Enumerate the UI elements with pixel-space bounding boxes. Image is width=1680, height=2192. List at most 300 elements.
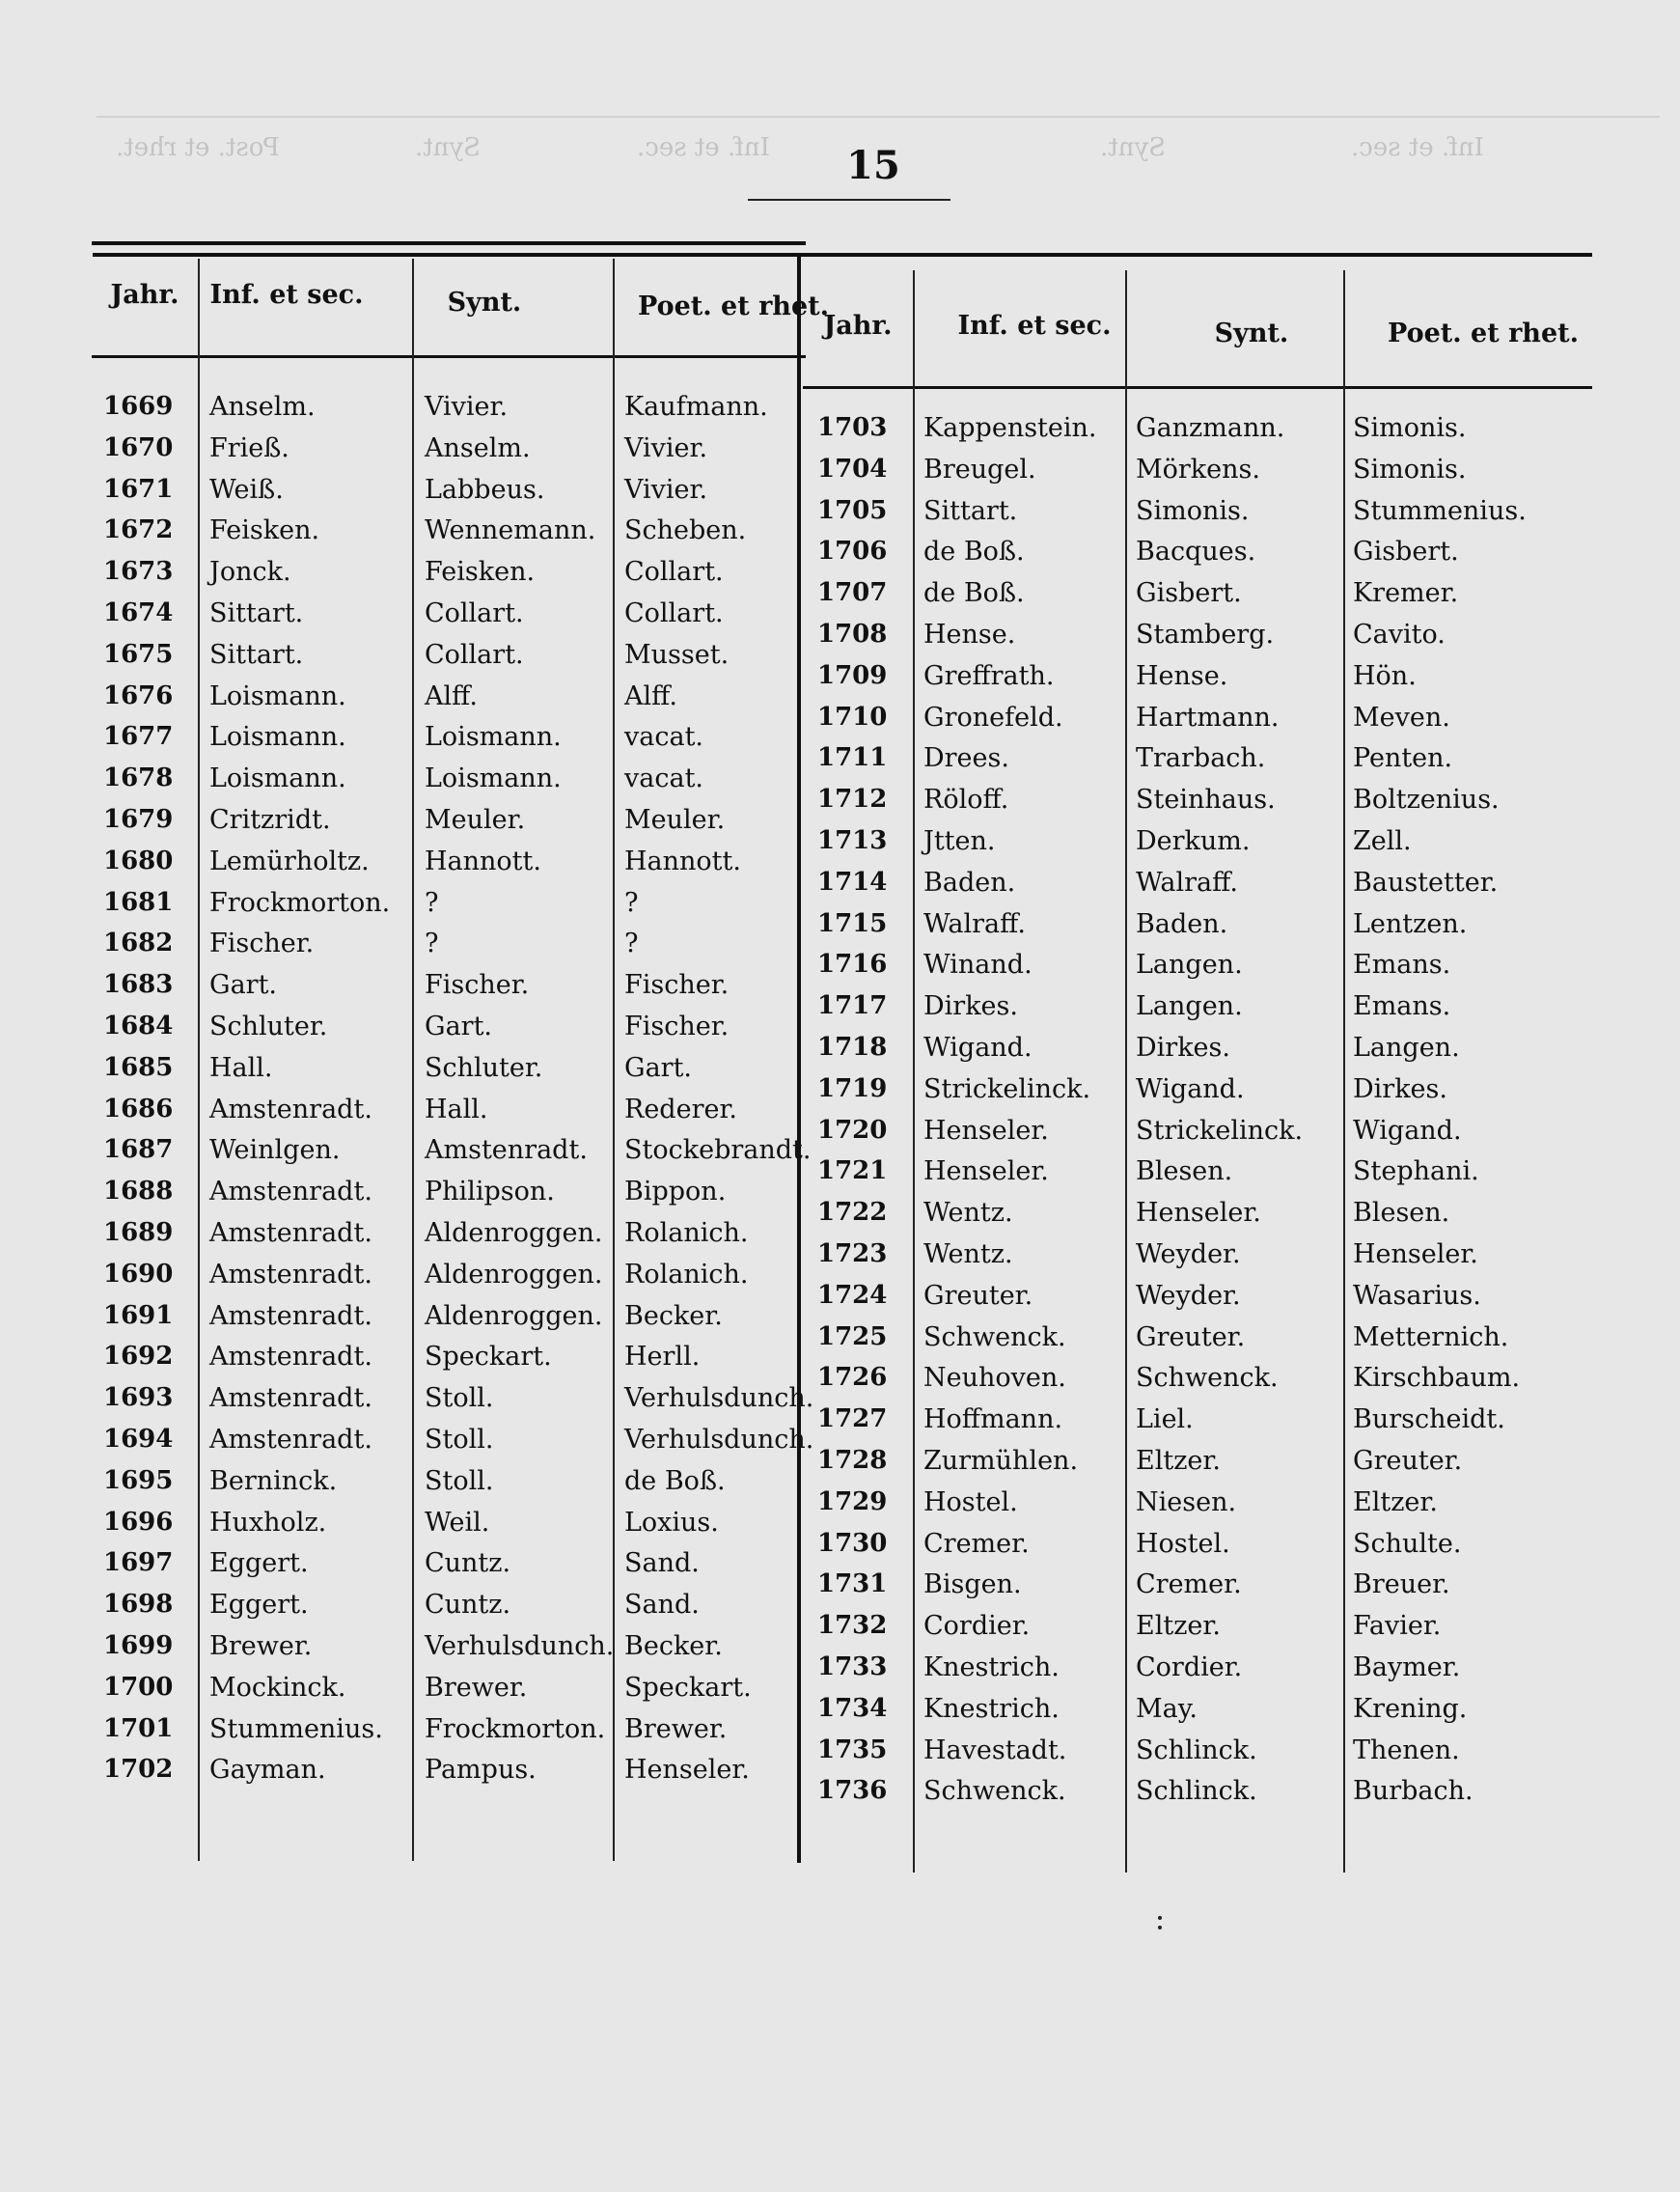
synt-cell: Trarbach. — [1136, 743, 1266, 774]
table-row — [803, 903, 1592, 945]
synt-cell: Vivier. — [425, 392, 509, 422]
poet-rhet-cell: Rederer. — [624, 1094, 737, 1124]
year-cell: 1688 — [103, 1177, 174, 1207]
inf-sec-cell: Loismann. — [209, 722, 346, 753]
year-cell: 1730 — [817, 1528, 888, 1558]
table-row — [803, 1564, 1592, 1605]
synt-cell: Anselm. — [425, 432, 531, 463]
synt-cell: Labbeus. — [425, 474, 545, 505]
table-row — [92, 964, 806, 1006]
poet-rhet-cell: Zell. — [1353, 826, 1412, 856]
table-row — [803, 862, 1592, 903]
synt-cell: Niesen. — [1136, 1486, 1237, 1517]
table-row — [92, 1336, 806, 1377]
synt-cell: Fischer. — [425, 970, 530, 1001]
inf-sec-cell: Sittart. — [923, 495, 1018, 526]
year-cell: 1676 — [103, 680, 174, 710]
poet-rhet-cell: Collart. — [624, 598, 724, 628]
poet-rhet-cell: Boltzenius. — [1353, 785, 1500, 816]
inf-sec-cell: Cordier. — [923, 1611, 1031, 1642]
year-cell: 1703 — [817, 413, 888, 442]
poet-rhet-cell: Dirkes. — [1353, 1073, 1447, 1104]
poet-rhet-cell: Musset. — [624, 639, 730, 670]
year-cell: 1717 — [817, 991, 888, 1021]
synt-cell: Mörkens. — [1136, 454, 1260, 485]
synt-cell: Langen. — [1136, 950, 1243, 981]
table-row — [803, 1110, 1592, 1151]
table-row — [92, 1542, 806, 1584]
table-row — [92, 1295, 806, 1337]
inf-sec-cell: Amstenradt. — [209, 1383, 372, 1414]
inf-sec-cell: Hall. — [209, 1052, 273, 1083]
year-cell: 1709 — [817, 660, 888, 690]
poet-rhet-cell: Gisbert. — [1353, 537, 1459, 568]
inf-sec-cell: Greuter. — [923, 1280, 1033, 1311]
year-cell: 1692 — [103, 1342, 174, 1372]
inf-sec-cell: de Boß. — [923, 537, 1025, 568]
synt-cell: Aldenroggen. — [425, 1300, 603, 1331]
synt-cell: Bacques. — [1136, 537, 1256, 568]
poet-rhet-cell: Henseler. — [1353, 1239, 1478, 1269]
poet-rhet-cell: Loxius. — [624, 1507, 719, 1538]
year-cell: 1719 — [817, 1073, 888, 1103]
synt-cell: Wigand. — [1136, 1073, 1245, 1104]
table-row — [92, 1749, 806, 1790]
year-cell: 1714 — [817, 867, 888, 897]
table-row — [92, 510, 806, 551]
synt-cell: Strickelinck. — [1136, 1115, 1304, 1146]
synt-cell: Eltzer. — [1136, 1611, 1221, 1642]
synt-cell: Langen. — [1136, 991, 1243, 1022]
table-row — [803, 449, 1592, 490]
poet-rhet-cell: Burbach. — [1353, 1776, 1473, 1807]
synt-cell: Frockmorton. — [425, 1713, 606, 1744]
left-header-synt: Synt. — [447, 288, 522, 318]
synt-cell: Loismann. — [425, 763, 562, 794]
table-row — [803, 1605, 1592, 1647]
poet-rhet-cell: Blesen. — [1353, 1198, 1450, 1229]
year-cell: 1733 — [817, 1652, 888, 1681]
table-row — [803, 490, 1592, 532]
year-cell: 1680 — [103, 846, 174, 875]
inf-sec-cell: de Boß. — [923, 578, 1025, 609]
synt-cell: Feisken. — [425, 557, 536, 588]
poet-rhet-cell: Verhulsdunch. — [624, 1425, 814, 1455]
table-row — [803, 697, 1592, 738]
year-cell: 1693 — [103, 1383, 174, 1413]
inf-sec-cell: Eggert. — [209, 1548, 309, 1579]
year-cell: 1723 — [817, 1239, 888, 1268]
year-cell: 1734 — [817, 1693, 888, 1723]
table-row — [803, 1317, 1592, 1358]
poet-rhet-cell: Stummenius. — [1353, 495, 1527, 526]
poet-rhet-cell: Eltzer. — [1353, 1486, 1438, 1517]
inf-sec-cell: Knestrich. — [923, 1652, 1060, 1682]
inf-sec-cell: Amstenradt. — [209, 1177, 372, 1207]
year-cell: 1721 — [817, 1156, 888, 1186]
table-row — [803, 1151, 1592, 1192]
poet-rhet-cell: Lentzen. — [1353, 908, 1468, 939]
poet-rhet-cell: Hannott. — [624, 846, 741, 876]
inf-sec-cell: Drees. — [923, 743, 1009, 774]
inf-sec-cell: Greffrath. — [923, 660, 1055, 691]
year-cell: 1698 — [103, 1590, 174, 1620]
synt-cell: Wennemann. — [425, 515, 596, 546]
inf-sec-cell: Knestrich. — [923, 1693, 1060, 1724]
poet-rhet-cell: Vivier. — [624, 474, 708, 505]
table-row — [92, 1460, 806, 1502]
synt-cell: Henseler. — [1136, 1198, 1261, 1229]
synt-cell: Brewer. — [425, 1672, 528, 1703]
table-row — [803, 1688, 1592, 1730]
synt-cell: Simonis. — [1136, 495, 1250, 526]
poet-rhet-cell: Scheben. — [624, 515, 747, 546]
year-cell: 1731 — [817, 1569, 888, 1599]
poet-rhet-cell: Simonis. — [1353, 454, 1467, 485]
inf-sec-cell: Walraff. — [923, 908, 1026, 939]
synt-cell: Blesen. — [1136, 1156, 1233, 1187]
table-row — [92, 882, 806, 924]
table-row — [92, 1006, 806, 1047]
year-cell: 1694 — [103, 1425, 174, 1454]
synt-cell: Gisbert. — [1136, 578, 1242, 609]
table-row — [803, 1357, 1592, 1399]
table-row — [803, 1647, 1592, 1688]
inf-sec-cell: Loismann. — [209, 763, 346, 794]
table-row — [803, 1027, 1592, 1068]
year-cell: 1684 — [103, 1012, 174, 1041]
synt-cell: Philipson. — [425, 1177, 555, 1207]
synt-cell: Speckart. — [425, 1342, 552, 1373]
table-row — [92, 841, 806, 882]
page-number: 15 — [846, 143, 900, 188]
inf-sec-cell: Lemürholtz. — [209, 846, 370, 876]
poet-rhet-cell: Thenen. — [1353, 1734, 1460, 1765]
table-row — [92, 428, 806, 469]
synt-cell: Weyder. — [1136, 1280, 1241, 1311]
table-row — [803, 1440, 1592, 1482]
inf-sec-cell: Critzridt. — [209, 805, 331, 835]
poet-rhet-cell: Baymer. — [1353, 1652, 1461, 1682]
table-row — [92, 1584, 806, 1625]
year-cell: 1696 — [103, 1507, 174, 1537]
synt-cell: Collart. — [425, 598, 524, 628]
poet-rhet-cell: vacat. — [624, 722, 704, 753]
inf-sec-cell: Zurmühlen. — [923, 1446, 1079, 1476]
inf-sec-cell: Berninck. — [209, 1465, 338, 1496]
year-cell: 1699 — [103, 1631, 174, 1660]
inf-sec-cell: Hense. — [923, 620, 1016, 650]
synt-cell: ? — [425, 887, 439, 918]
synt-cell: Pampus. — [425, 1755, 537, 1786]
inf-sec-cell: Gronefeld. — [923, 702, 1063, 733]
left-header-poet: Poet. et rhet. — [638, 291, 829, 321]
table-row — [92, 758, 806, 799]
inf-sec-cell: Loismann. — [209, 680, 346, 711]
inf-sec-cell: Amstenradt. — [209, 1259, 372, 1290]
inf-sec-cell: Gart. — [209, 970, 278, 1001]
inf-sec-cell: Sittart. — [209, 598, 304, 628]
table-row — [803, 655, 1592, 697]
table-row — [803, 737, 1592, 779]
poet-rhet-cell: Stephani. — [1353, 1156, 1479, 1187]
table-row — [803, 1482, 1592, 1523]
year-cell: 1707 — [817, 578, 888, 608]
year-cell: 1729 — [817, 1486, 888, 1516]
inf-sec-cell: Schwenck. — [923, 1776, 1066, 1807]
year-cell: 1726 — [817, 1363, 888, 1393]
inf-sec-cell: Huxholz. — [209, 1507, 327, 1538]
left-header-inf: Inf. et sec. — [209, 280, 364, 310]
inf-sec-cell: Hostel. — [923, 1486, 1018, 1517]
table-row — [92, 1708, 806, 1750]
left-header-year: Jahr. — [110, 280, 179, 310]
poet-rhet-cell: Metternich. — [1353, 1321, 1509, 1352]
table-row — [92, 469, 806, 511]
poet-rhet-cell: Favier. — [1353, 1611, 1442, 1642]
center-column-rule — [797, 253, 801, 1863]
inf-sec-cell: Hoffmann. — [923, 1404, 1063, 1435]
inf-sec-cell: Frockmorton. — [209, 887, 391, 918]
year-cell: 1685 — [103, 1052, 174, 1082]
table-row — [803, 614, 1592, 655]
inf-sec-cell: Sittart. — [209, 639, 304, 670]
synt-cell: Hostel. — [1136, 1528, 1230, 1559]
inf-sec-cell: Amstenradt. — [209, 1094, 372, 1124]
inf-sec-cell: Feisken. — [209, 515, 320, 546]
inf-sec-cell: Amstenradt. — [209, 1342, 372, 1373]
table-row — [92, 1625, 806, 1667]
poet-rhet-cell: Fischer. — [624, 970, 730, 1001]
poet-rhet-cell: Emans. — [1353, 950, 1451, 981]
poet-rhet-cell: Becker. — [624, 1631, 723, 1661]
poet-rhet-cell: Hön. — [1353, 660, 1417, 691]
poet-rhet-cell: Stockebrandt. — [624, 1135, 812, 1166]
table-row — [803, 1234, 1592, 1275]
poet-rhet-cell: Verhulsdunch. — [624, 1383, 814, 1414]
synt-cell: Stoll. — [425, 1383, 494, 1414]
poet-rhet-cell: Wigand. — [1353, 1115, 1462, 1146]
table-row — [803, 407, 1592, 449]
year-cell: 1735 — [817, 1734, 888, 1764]
table-row — [92, 716, 806, 758]
poet-rhet-cell: Speckart. — [624, 1672, 752, 1703]
synt-cell: May. — [1136, 1693, 1198, 1724]
year-cell: 1681 — [103, 887, 174, 917]
inf-sec-cell: Eggert. — [209, 1590, 309, 1621]
inf-sec-cell: Strickelinck. — [923, 1073, 1091, 1104]
poet-rhet-cell: Greuter. — [1353, 1446, 1463, 1476]
inf-sec-cell: Röloff. — [923, 785, 1009, 816]
table-row — [92, 1129, 812, 1171]
poet-rhet-cell: Langen. — [1353, 1033, 1460, 1063]
right-table-header-rule — [803, 386, 1592, 389]
table-row — [92, 1047, 806, 1089]
year-cell: 1725 — [817, 1321, 888, 1351]
inf-sec-cell: Dirkes. — [923, 991, 1018, 1022]
table-row — [92, 923, 806, 964]
year-cell: 1708 — [817, 620, 888, 649]
left-table-top-rule — [92, 241, 806, 245]
bleed-through: Post. et rhet. Synt. Inf. et sec. Synt. Inf. et sec. — [96, 116, 1660, 176]
right-header-inf: Inf. et sec. — [957, 311, 1112, 341]
inf-sec-cell: Baden. — [923, 867, 1016, 898]
year-cell: 1686 — [103, 1094, 174, 1124]
table-row — [803, 779, 1592, 820]
inf-sec-cell: Brewer. — [209, 1631, 313, 1661]
table-row — [92, 1212, 806, 1254]
year-cell: 1677 — [103, 722, 174, 752]
synt-cell: Schlinck. — [1136, 1776, 1257, 1807]
page-number-rule — [748, 199, 950, 201]
table-row — [92, 1667, 806, 1708]
left-table — [92, 241, 829, 1863]
synt-cell: Meuler. — [425, 805, 526, 835]
inf-sec-cell: Amstenradt. — [209, 1300, 372, 1331]
poet-rhet-cell: Wasarius. — [1353, 1280, 1481, 1311]
table-row — [803, 531, 1592, 572]
poet-rhet-cell: Simonis. — [1353, 413, 1467, 443]
year-cell: 1705 — [817, 495, 888, 525]
inf-sec-cell: Stummenius. — [209, 1713, 383, 1744]
inf-sec-cell: Jonck. — [209, 557, 291, 588]
year-cell: 1732 — [817, 1611, 888, 1641]
inf-sec-cell: Breugel. — [923, 454, 1036, 485]
inf-sec-cell: Wentz. — [923, 1198, 1013, 1229]
year-cell: 1711 — [817, 743, 888, 773]
inf-sec-cell: Amstenradt. — [209, 1218, 372, 1248]
inf-sec-cell: Havestadt. — [923, 1734, 1067, 1765]
table-row — [803, 1068, 1592, 1110]
poet-rhet-cell: Baustetter. — [1353, 867, 1499, 898]
inf-sec-cell: Weiß. — [209, 474, 284, 505]
poet-rhet-cell: Penten. — [1353, 743, 1453, 774]
year-cell: 1710 — [817, 702, 888, 732]
synt-cell: Dirkes. — [1136, 1033, 1230, 1063]
poet-rhet-cell: Gart. — [624, 1052, 693, 1083]
poet-rhet-cell: Kremer. — [1353, 578, 1459, 609]
inf-sec-cell: Cremer. — [923, 1528, 1030, 1559]
synt-cell: Amstenradt. — [425, 1135, 588, 1166]
poet-rhet-cell: Schulte. — [1353, 1528, 1462, 1559]
inf-sec-cell: Winand. — [923, 950, 1033, 981]
poet-rhet-cell: Meven. — [1353, 702, 1450, 733]
synt-cell: Schwenck. — [1136, 1363, 1279, 1394]
table-row — [92, 1254, 806, 1295]
synt-cell: Ganzmann. — [1136, 413, 1285, 443]
year-cell: 1679 — [103, 805, 174, 834]
poet-rhet-cell: Alff. — [624, 680, 677, 711]
synt-cell: Hense. — [1136, 660, 1228, 691]
table-row — [92, 551, 806, 593]
year-cell: 1712 — [817, 785, 888, 815]
poet-rhet-cell: Breuer. — [1353, 1569, 1450, 1600]
poet-rhet-cell: Collart. — [624, 557, 724, 588]
table-row — [803, 1192, 1592, 1234]
inf-sec-cell: Amstenradt. — [209, 1425, 372, 1455]
inf-sec-cell: Frieß. — [209, 432, 289, 463]
inf-sec-cell: Kappenstein. — [923, 413, 1097, 443]
poet-rhet-cell: ? — [624, 929, 639, 959]
year-cell: 1671 — [103, 474, 174, 504]
poet-rhet-cell: de Boß. — [624, 1465, 726, 1496]
inf-sec-cell: Bisgen. — [923, 1569, 1022, 1600]
synt-cell: Greuter. — [1136, 1321, 1246, 1352]
year-cell: 1689 — [103, 1218, 174, 1247]
poet-rhet-cell: Brewer. — [624, 1713, 728, 1744]
year-cell: 1678 — [103, 763, 174, 793]
year-cell: 1690 — [103, 1259, 174, 1289]
poet-rhet-cell: Emans. — [1353, 991, 1451, 1022]
year-cell: 1702 — [103, 1755, 174, 1785]
year-cell: 1722 — [817, 1198, 888, 1228]
year-cell: 1674 — [103, 598, 174, 627]
synt-cell: Hannott. — [425, 846, 541, 876]
table-row — [803, 820, 1592, 862]
table-row — [803, 985, 1592, 1027]
year-cell: 1675 — [103, 639, 174, 669]
inf-sec-cell: Wentz. — [923, 1239, 1013, 1269]
synt-cell: Schluter. — [425, 1052, 543, 1083]
table-row — [92, 386, 806, 428]
table-row — [803, 944, 1592, 985]
table-row — [803, 1730, 1592, 1771]
synt-cell: Cremer. — [1136, 1569, 1242, 1600]
synt-cell: Verhulsdunch. — [425, 1631, 615, 1661]
table-row — [92, 1502, 806, 1543]
ink-speck — [1158, 1926, 1162, 1929]
year-cell: 1683 — [103, 970, 174, 1000]
synt-cell: Derkum. — [1136, 826, 1251, 856]
inf-sec-cell: Henseler. — [923, 1115, 1049, 1146]
inf-sec-cell: Schluter. — [209, 1012, 328, 1041]
poet-rhet-cell: Cavito. — [1353, 620, 1446, 650]
synt-cell: Hall. — [425, 1094, 488, 1124]
ink-speck — [1158, 1916, 1162, 1920]
year-cell: 1724 — [817, 1280, 888, 1310]
year-cell: 1713 — [817, 826, 888, 855]
synt-cell: Cuntz. — [425, 1548, 511, 1579]
table-row — [92, 634, 806, 676]
synt-cell: Eltzer. — [1136, 1446, 1221, 1476]
synt-cell: Collart. — [425, 639, 524, 670]
synt-cell: Aldenroggen. — [425, 1259, 603, 1290]
right-table-top-rule — [93, 253, 1592, 257]
year-cell: 1687 — [103, 1135, 174, 1165]
synt-cell: Cordier. — [1136, 1652, 1243, 1682]
year-cell: 1706 — [817, 537, 888, 567]
synt-cell: Walraff. — [1136, 867, 1238, 898]
year-cell: 1672 — [103, 515, 174, 545]
poet-rhet-cell: Sand. — [624, 1590, 700, 1621]
synt-cell: Cuntz. — [425, 1590, 511, 1621]
synt-cell: Stoll. — [425, 1425, 494, 1455]
table-row — [92, 676, 806, 717]
poet-rhet-cell: Rolanich. — [624, 1218, 749, 1248]
inf-sec-cell: Henseler. — [923, 1156, 1049, 1187]
year-cell: 1670 — [103, 432, 174, 462]
table-row — [92, 1419, 814, 1460]
inf-sec-cell: Wigand. — [923, 1033, 1033, 1063]
table-row — [803, 1275, 1592, 1317]
synt-cell: Stamberg. — [1136, 620, 1275, 650]
synt-cell: Baden. — [1136, 908, 1228, 939]
synt-cell: Loismann. — [425, 722, 562, 753]
table-row — [92, 1089, 806, 1130]
year-cell: 1695 — [103, 1465, 174, 1495]
synt-cell: ? — [425, 929, 439, 959]
poet-rhet-cell: Kirschbaum. — [1353, 1363, 1521, 1394]
